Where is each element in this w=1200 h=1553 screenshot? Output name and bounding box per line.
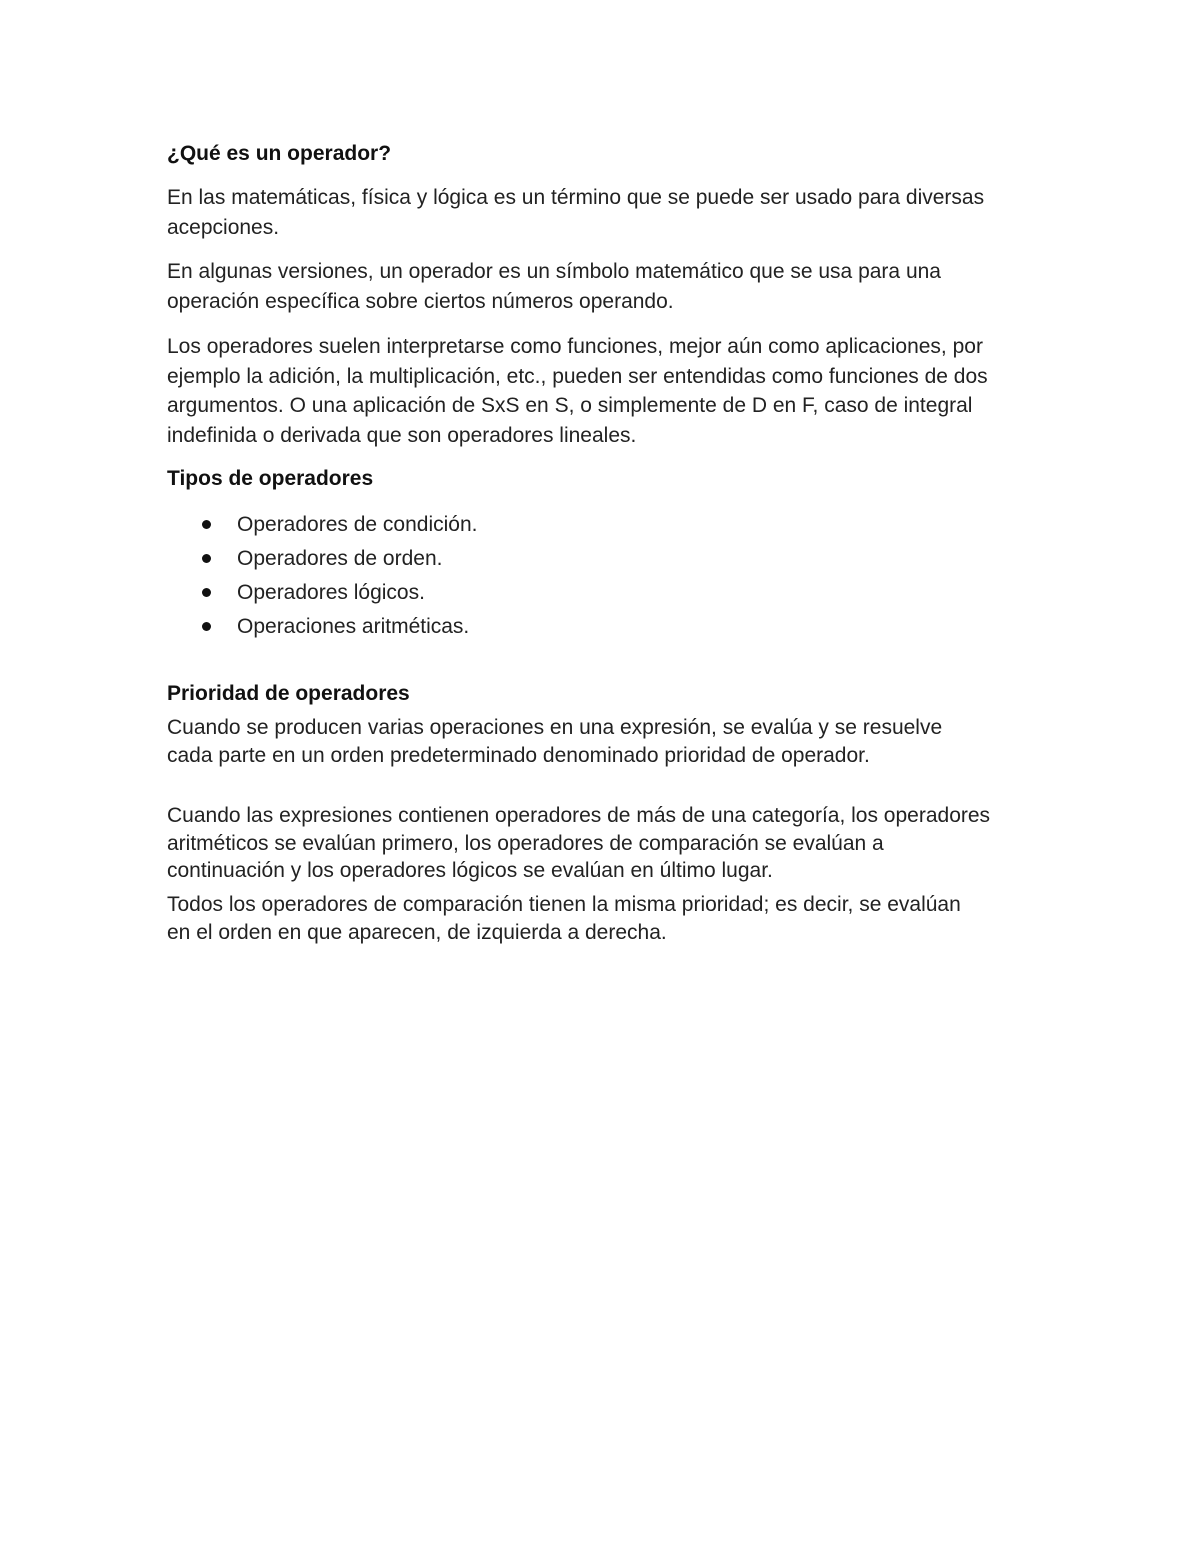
list-item — [167, 610, 478, 644]
list-item-label: Operaciones aritméticas. — [237, 615, 470, 638]
list-item — [167, 508, 478, 542]
paragraph-categorias: Cuando las expresiones contienen operadores de más de una categoría, los operadores aritméticos se evalúan primero, los operadores de comparación se evalúan a continuación y los operadores lógicos se evalúan en último lugar. — [167, 804, 991, 882]
list-item-label: Operadores de orden. — [237, 547, 443, 570]
heading-tipos-operadores: Tipos de operadores — [167, 467, 374, 490]
list-item — [167, 542, 478, 576]
paragraph-definicion: En las matemáticas, física y lógica es un término que se puede ser usado para diversas acepciones. — [167, 186, 985, 239]
heading-prioridad-operadores: Prioridad de operadores — [167, 682, 410, 705]
tipos-list — [167, 508, 478, 644]
paragraph-funciones: Los operadores suelen interpretarse como funciones, mejor aún como aplicaciones, por ejemplo la adición, la multiplicación, etc., pueden ser entendidas como funciones de dos argumentos. O una aplicación de SxS en S, o simplemente de D en F, caso de integral indefinida o derivada que son operadores lineales. — [167, 335, 988, 447]
list-item-label: Operadores lógicos. — [237, 581, 425, 604]
list-item-label: Operadores de condición. — [237, 513, 478, 536]
list-item — [167, 576, 478, 610]
paragraph-simbolo: En algunas versiones, un operador es un símbolo matemático que se usa para una operación específica sobre ciertos números operando. — [167, 260, 941, 313]
paragraph-prioridad: Cuando se producen varias operaciones en una expresión, se evalúa y se resuelve cada parte en un orden predeterminado denominado prioridad de operador. — [167, 716, 943, 767]
bullet-icon — [202, 554, 211, 563]
paragraph-comparacion: Todos los operadores de comparación tienen la misma prioridad; es decir, se evalúan en el orden en que aparecen, de izquierda a derecha. — [167, 893, 961, 944]
bullet-icon — [202, 520, 211, 529]
bullet-icon — [202, 622, 211, 631]
bullet-icon — [202, 588, 211, 597]
heading-que-es-operador: ¿Qué es un operador? — [167, 142, 392, 165]
